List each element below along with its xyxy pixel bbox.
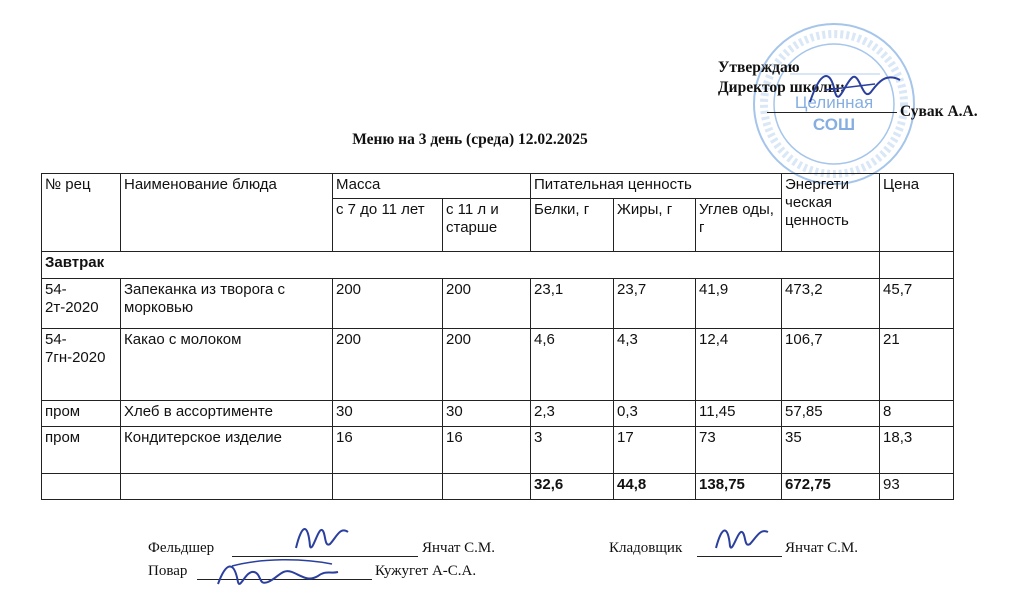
cell-fat: 23,7 xyxy=(614,279,696,329)
stamp-center-bottom: СОШ xyxy=(812,115,856,134)
cell-mass-7-11: 200 xyxy=(333,279,443,329)
cook-signature xyxy=(212,552,342,597)
cell-protein: 23,1 xyxy=(531,279,614,329)
cell-carbs: 11,45 xyxy=(696,401,782,427)
total-protein: 32,6 xyxy=(531,474,614,500)
cell-rec: 54-2т-2020 xyxy=(42,279,121,329)
header-fat: Жиры, г xyxy=(614,199,696,252)
table-row xyxy=(42,427,954,474)
header-price: Цена xyxy=(880,174,954,252)
cell-dish: Запеканка из творога с морковью xyxy=(121,279,333,329)
approval-line: Утверждаю xyxy=(718,59,800,76)
cell-price: 8 xyxy=(880,401,954,427)
cell-protein: 4,6 xyxy=(531,329,614,401)
total-empty-mass-7-11 xyxy=(333,474,443,500)
cell-rec: пром xyxy=(42,427,121,474)
cell-mass-7-11: 16 xyxy=(333,427,443,474)
section-breakfast: Завтрак xyxy=(42,252,880,279)
total-row xyxy=(42,474,954,500)
cook-label: Повар xyxy=(148,563,188,579)
cell-price: 45,7 xyxy=(880,279,954,329)
total-empty-rec xyxy=(42,474,121,500)
total-empty-mass-11-plus xyxy=(443,474,531,500)
cell-rec: пром xyxy=(42,401,121,427)
cell-fat: 17 xyxy=(614,427,696,474)
cell-rec: 54-7гн-2020 xyxy=(42,329,121,401)
total-price: 93 xyxy=(880,474,954,500)
cell-energy: 106,7 xyxy=(782,329,880,401)
storekeeper-name: Янчат С.М. xyxy=(785,540,858,556)
stamp-center-top: Целинная xyxy=(794,93,874,112)
cell-protein: 2,3 xyxy=(531,401,614,427)
header-mass-11-plus: с 11 л и старше xyxy=(443,199,531,252)
medic-label: Фельдшер xyxy=(148,540,215,556)
cell-protein: 3 xyxy=(531,427,614,474)
header-carbs: Углев оды, г xyxy=(696,199,782,252)
cell-carbs: 41,9 xyxy=(696,279,782,329)
cell-mass-7-11: 30 xyxy=(333,401,443,427)
header-rec: № рец xyxy=(42,174,121,252)
director-signature-line xyxy=(767,112,897,113)
header-mass-7-11: с 7 до 11 лет xyxy=(333,199,443,252)
cell-carbs: 73 xyxy=(696,427,782,474)
director-name: Сувак А.А. xyxy=(900,103,978,120)
cell-dish: Хлеб в ассортименте xyxy=(121,401,333,427)
cell-mass-11-plus: 30 xyxy=(443,401,531,427)
cell-mass-11-plus: 200 xyxy=(443,279,531,329)
total-carbs: 138,75 xyxy=(696,474,782,500)
table-row xyxy=(42,279,954,329)
table-row xyxy=(42,329,954,401)
header-protein: Белки, г xyxy=(531,199,614,252)
approval-director-label: Директор школы: xyxy=(718,79,845,96)
menu-table xyxy=(41,173,954,500)
total-energy: 672,75 xyxy=(782,474,880,500)
cell-carbs: 12,4 xyxy=(696,329,782,401)
cell-energy: 57,85 xyxy=(782,401,880,427)
total-fat: 44,8 xyxy=(614,474,696,500)
table-row xyxy=(42,401,954,427)
section-empty-cell xyxy=(880,252,954,279)
storekeeper-signature xyxy=(712,520,772,558)
cell-energy: 35 xyxy=(782,427,880,474)
director-signature xyxy=(805,62,905,112)
storekeeper-label: Кладовщик xyxy=(609,540,683,556)
cell-fat: 0,3 xyxy=(614,401,696,427)
cell-energy: 473,2 xyxy=(782,279,880,329)
header-energy: Энергети ческая ценность xyxy=(782,174,880,252)
cell-mass-11-plus: 200 xyxy=(443,329,531,401)
total-empty-dish xyxy=(121,474,333,500)
cell-price: 21 xyxy=(880,329,954,401)
header-nutrition: Питательная ценность xyxy=(531,174,782,199)
cell-dish: Какао с молоком xyxy=(121,329,333,401)
cell-mass-11-plus: 16 xyxy=(443,427,531,474)
menu-title: Меню на 3 день (среда) 12.02.2025 xyxy=(352,131,588,148)
cell-price: 18,3 xyxy=(880,427,954,474)
cell-fat: 4,3 xyxy=(614,329,696,401)
medic-name: Янчат С.М. xyxy=(422,540,495,556)
header-dish: Наименование блюда xyxy=(121,174,333,252)
cell-mass-7-11: 200 xyxy=(333,329,443,401)
cook-name: Кужугет А-С.А. xyxy=(375,563,477,579)
header-mass: Масса xyxy=(333,174,531,199)
cell-dish: Кондитерское изделие xyxy=(121,427,333,474)
